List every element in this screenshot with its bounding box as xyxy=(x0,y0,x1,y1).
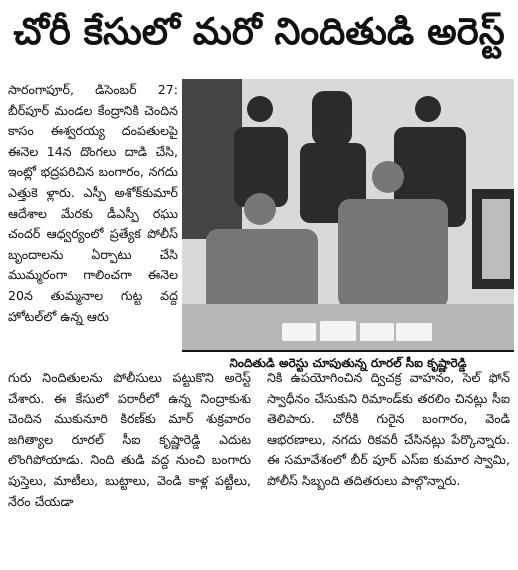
photo-caption: నిందితుడి అరెస్టు చూపుతున్న రూరల్ సీఐ కృష్ణారెడ్డి xyxy=(182,350,514,376)
article-bottom-columns xyxy=(8,368,510,512)
headline: చోరీ కేసులో మరో నిందితుడి అరెస్ట్ xyxy=(13,10,505,53)
news-photo-drawing xyxy=(182,79,514,350)
article-bottom-left: గురు నిందితులను పోలీసులు పట్టుకొని అరెస్ట్ చేశారు. ఈ కేసులో పరారీలో ఉన్న నింద్రాకుశు చెందిన ముకునూరి కిరణ్‌కు మార్ శుక్రవారం జగిత్యాల రూరల్ సీఐ కృష్ణారెడ్డి ఎదుట లొంగిపోయాడు. నింది తుడి వద్ద నుంచి బంగారు పుస్తెలు, మాటీలు, బుట్టాలు, వెండి కాళ్ల పట్టీలు, నేరం చేయడా xyxy=(8,370,251,509)
article-paragraph: సారంగాపూర్, డిసెంబర్ 27: బీర్‌పూర్ మండల కేంద్రానికి చెందిన కాసం ఈశ్వరయ్య దంపతులపై ఈనెల 14న దొంగలు దాడి చేసి, ఇంట్లో భద్రపరిచిన బంగారం, నగదు ఎత్తుకె ళ్లారు. ఎస్పీ అశోక్‌కుమార్ ఆదేశాల మేరకు డీఎస్పీ రఘు చందర్ ఆధ్వర్యంలో ప్రత్యేక పోలీస్ బృందాలను ఏర్పాటు చేసి ముమ్మరంగా గాలించగా ఈనెల 20న తుమ్మనాల గుట్ట వద్ద హోటల్‌లో ఉన్న ఆరు xyxy=(8,82,178,324)
article-bottom-right: నికి ఉపయోగించిన ద్విచక్ర వాహనం, సెల్ ఫోన్ స్వాధీనం చేసుకుని రిమాండ్‌కు తరలిం చినట్లు సీఐ తెలిపారు. చోరీకి గురైన బంగారం, వెండి ఆభరణాలు, నగదు రికవరీ చేసినట్లు పేర్కొన్నారు. ఈ సమావేశంలో బీర్ పూర్ ఎస్ఐ కుమార స్వామి, పోలీస్ సిబ్బంది తదితరులు పాల్గొన్నారు. xyxy=(267,370,510,488)
article-left-column xyxy=(8,80,178,327)
news-photo xyxy=(182,79,514,350)
